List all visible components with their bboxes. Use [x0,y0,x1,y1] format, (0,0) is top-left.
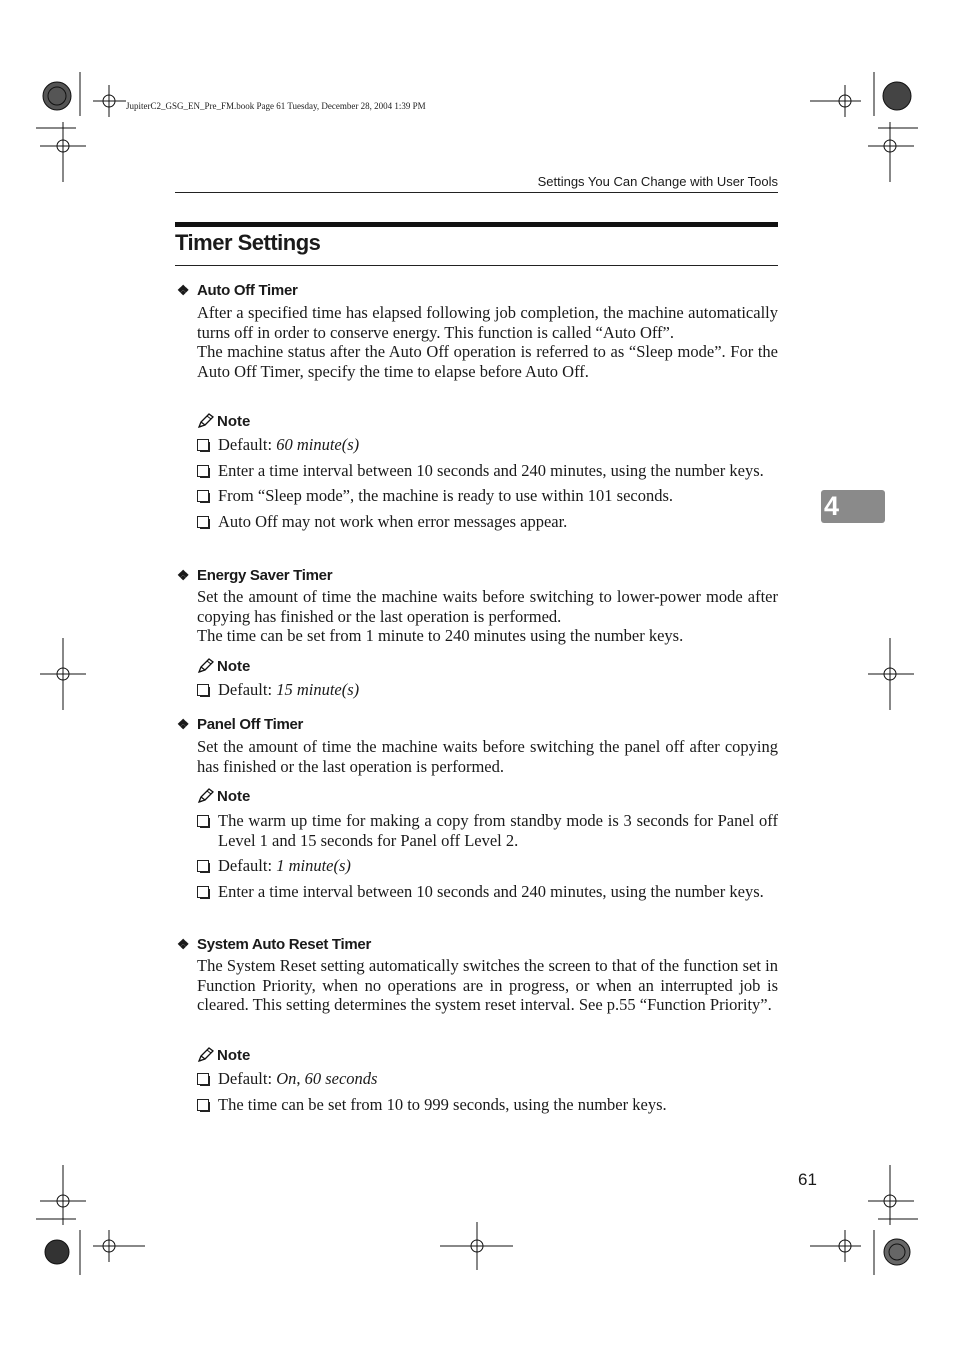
note-list [197,1069,778,1120]
list-item [197,435,778,455]
checkbox-bullet-icon [197,886,209,898]
note-label: Note [217,1047,251,1064]
checkbox-bullet-icon [197,815,209,827]
chapter-tab [821,490,885,523]
note-heading [197,788,250,805]
section-heading-text: Panel Off Timer [197,716,304,733]
running-head: Settings You Can Change with User Tools [537,174,778,189]
default-value: 1 minute(s) [276,856,351,876]
header-rule [175,192,778,193]
note-text: The time can be set from 10 to 999 seconds, using the number keys. [218,1094,667,1114]
book-meta-line: JupiterC2_GSG_EN_Pre_FM.book Page 61 Tuesday, December 28, 2004 1:39 PM [126,101,426,111]
note-heading [197,413,250,430]
note-list [197,811,778,907]
diamond-bullet-icon: ❖ [176,567,190,583]
paragraph: Set the amount of time the machine waits before switching the panel off after copying has finished or the last operation is performed. [197,737,778,776]
note-heading [197,1047,250,1064]
note-label: Note [217,788,251,805]
note-text: Enter a time interval between 10 seconds and 240 minutes, using the number keys. [218,881,764,901]
note-text: Enter a time interval between 10 seconds and 240 minutes, using the number keys. [218,460,764,480]
section-heading-system-auto-reset [175,936,371,953]
section-heading-text: Energy Saver Timer [197,567,333,584]
page-title: Timer Settings [175,230,321,255]
note-heading [197,658,250,675]
pencil-icon [197,658,215,674]
note-list [197,435,778,537]
list-item [197,811,778,850]
paragraph: The time can be set from 1 minute to 240 minutes using the number keys. [197,626,684,646]
diamond-bullet-icon: ❖ [176,936,190,952]
list-item [197,680,778,700]
diamond-bullet-icon: ❖ [176,282,190,298]
section-heading-energy-saver [175,567,332,584]
pencil-icon [197,1047,215,1063]
note-list [197,680,778,706]
checkbox-bullet-icon [197,860,209,872]
title-top-rule [175,222,778,227]
paragraph: Set the amount of time the machine waits before switching to lower-power mode after copying has finished or the last operation is performed. [197,587,778,626]
checkbox-bullet-icon [197,1073,209,1085]
note-label: Note [217,658,251,675]
note-text: Auto Off may not work when error messages appear. [218,511,568,531]
diamond-bullet-icon: ❖ [176,716,190,732]
separator: , [296,1069,305,1088]
section-body [197,303,778,381]
pencil-icon [197,413,215,429]
paragraph: The machine status after the Auto Off operation is referred to as “Sleep mode”. For the Auto Off Timer, specify the time to elapse before Auto Off. [197,342,778,381]
list-item [197,882,778,902]
list-item [197,856,778,876]
title-bottom-rule [175,265,778,266]
checkbox-bullet-icon [197,684,209,696]
note-prefix: Default: [218,680,277,699]
list-item [197,461,778,481]
section-heading-auto-off [175,282,298,299]
section-body [197,737,778,776]
section-body [197,587,778,646]
note-label: Note [217,413,251,430]
list-item [197,512,778,532]
section-heading-text: Auto Off Timer [197,282,298,299]
note-text: From “Sleep mode”, the machine is ready to use within 101 seconds. [218,486,674,506]
chapter-number: 4 [824,491,840,521]
checkbox-bullet-icon [197,490,209,502]
page-number: 61 [798,1170,817,1189]
pencil-icon [197,788,215,804]
default-value: 60 minute(s) [276,435,360,454]
paragraph: After a specified time has elapsed following job completion, the machine automatically turns off in order to conserve energy. This function is called “Auto Off”. [197,303,778,342]
list-item [197,1069,778,1089]
note-prefix: Default: [218,856,277,876]
list-item [197,486,778,506]
checkbox-bullet-icon [197,1099,209,1111]
note-prefix: Default: [218,435,277,454]
checkbox-bullet-icon [197,516,209,528]
section-body [197,956,778,1015]
section-heading-panel-off [175,716,303,733]
default-value: 60 seconds [304,1069,378,1088]
checkbox-bullet-icon [197,439,209,451]
default-value: 15 minute(s) [276,680,360,699]
note-text: The warm up time for making a copy from standby mode is 3 seconds for Panel off Level 1 and 15 seconds for Panel off Level 2. [218,811,778,850]
list-item [197,1095,778,1115]
default-value: On [276,1069,297,1088]
checkbox-bullet-icon [197,465,209,477]
paragraph: The System Reset setting automatically switches the screen to that of the function set in Function Priority, when no operations are in progress, or when an interrupted job is cleared. This setting determines the system reset interval. See p.55 “Function Priority”. [197,956,778,1015]
section-heading-text: System Auto Reset Timer [197,936,371,953]
note-prefix: Default: [218,1069,277,1088]
